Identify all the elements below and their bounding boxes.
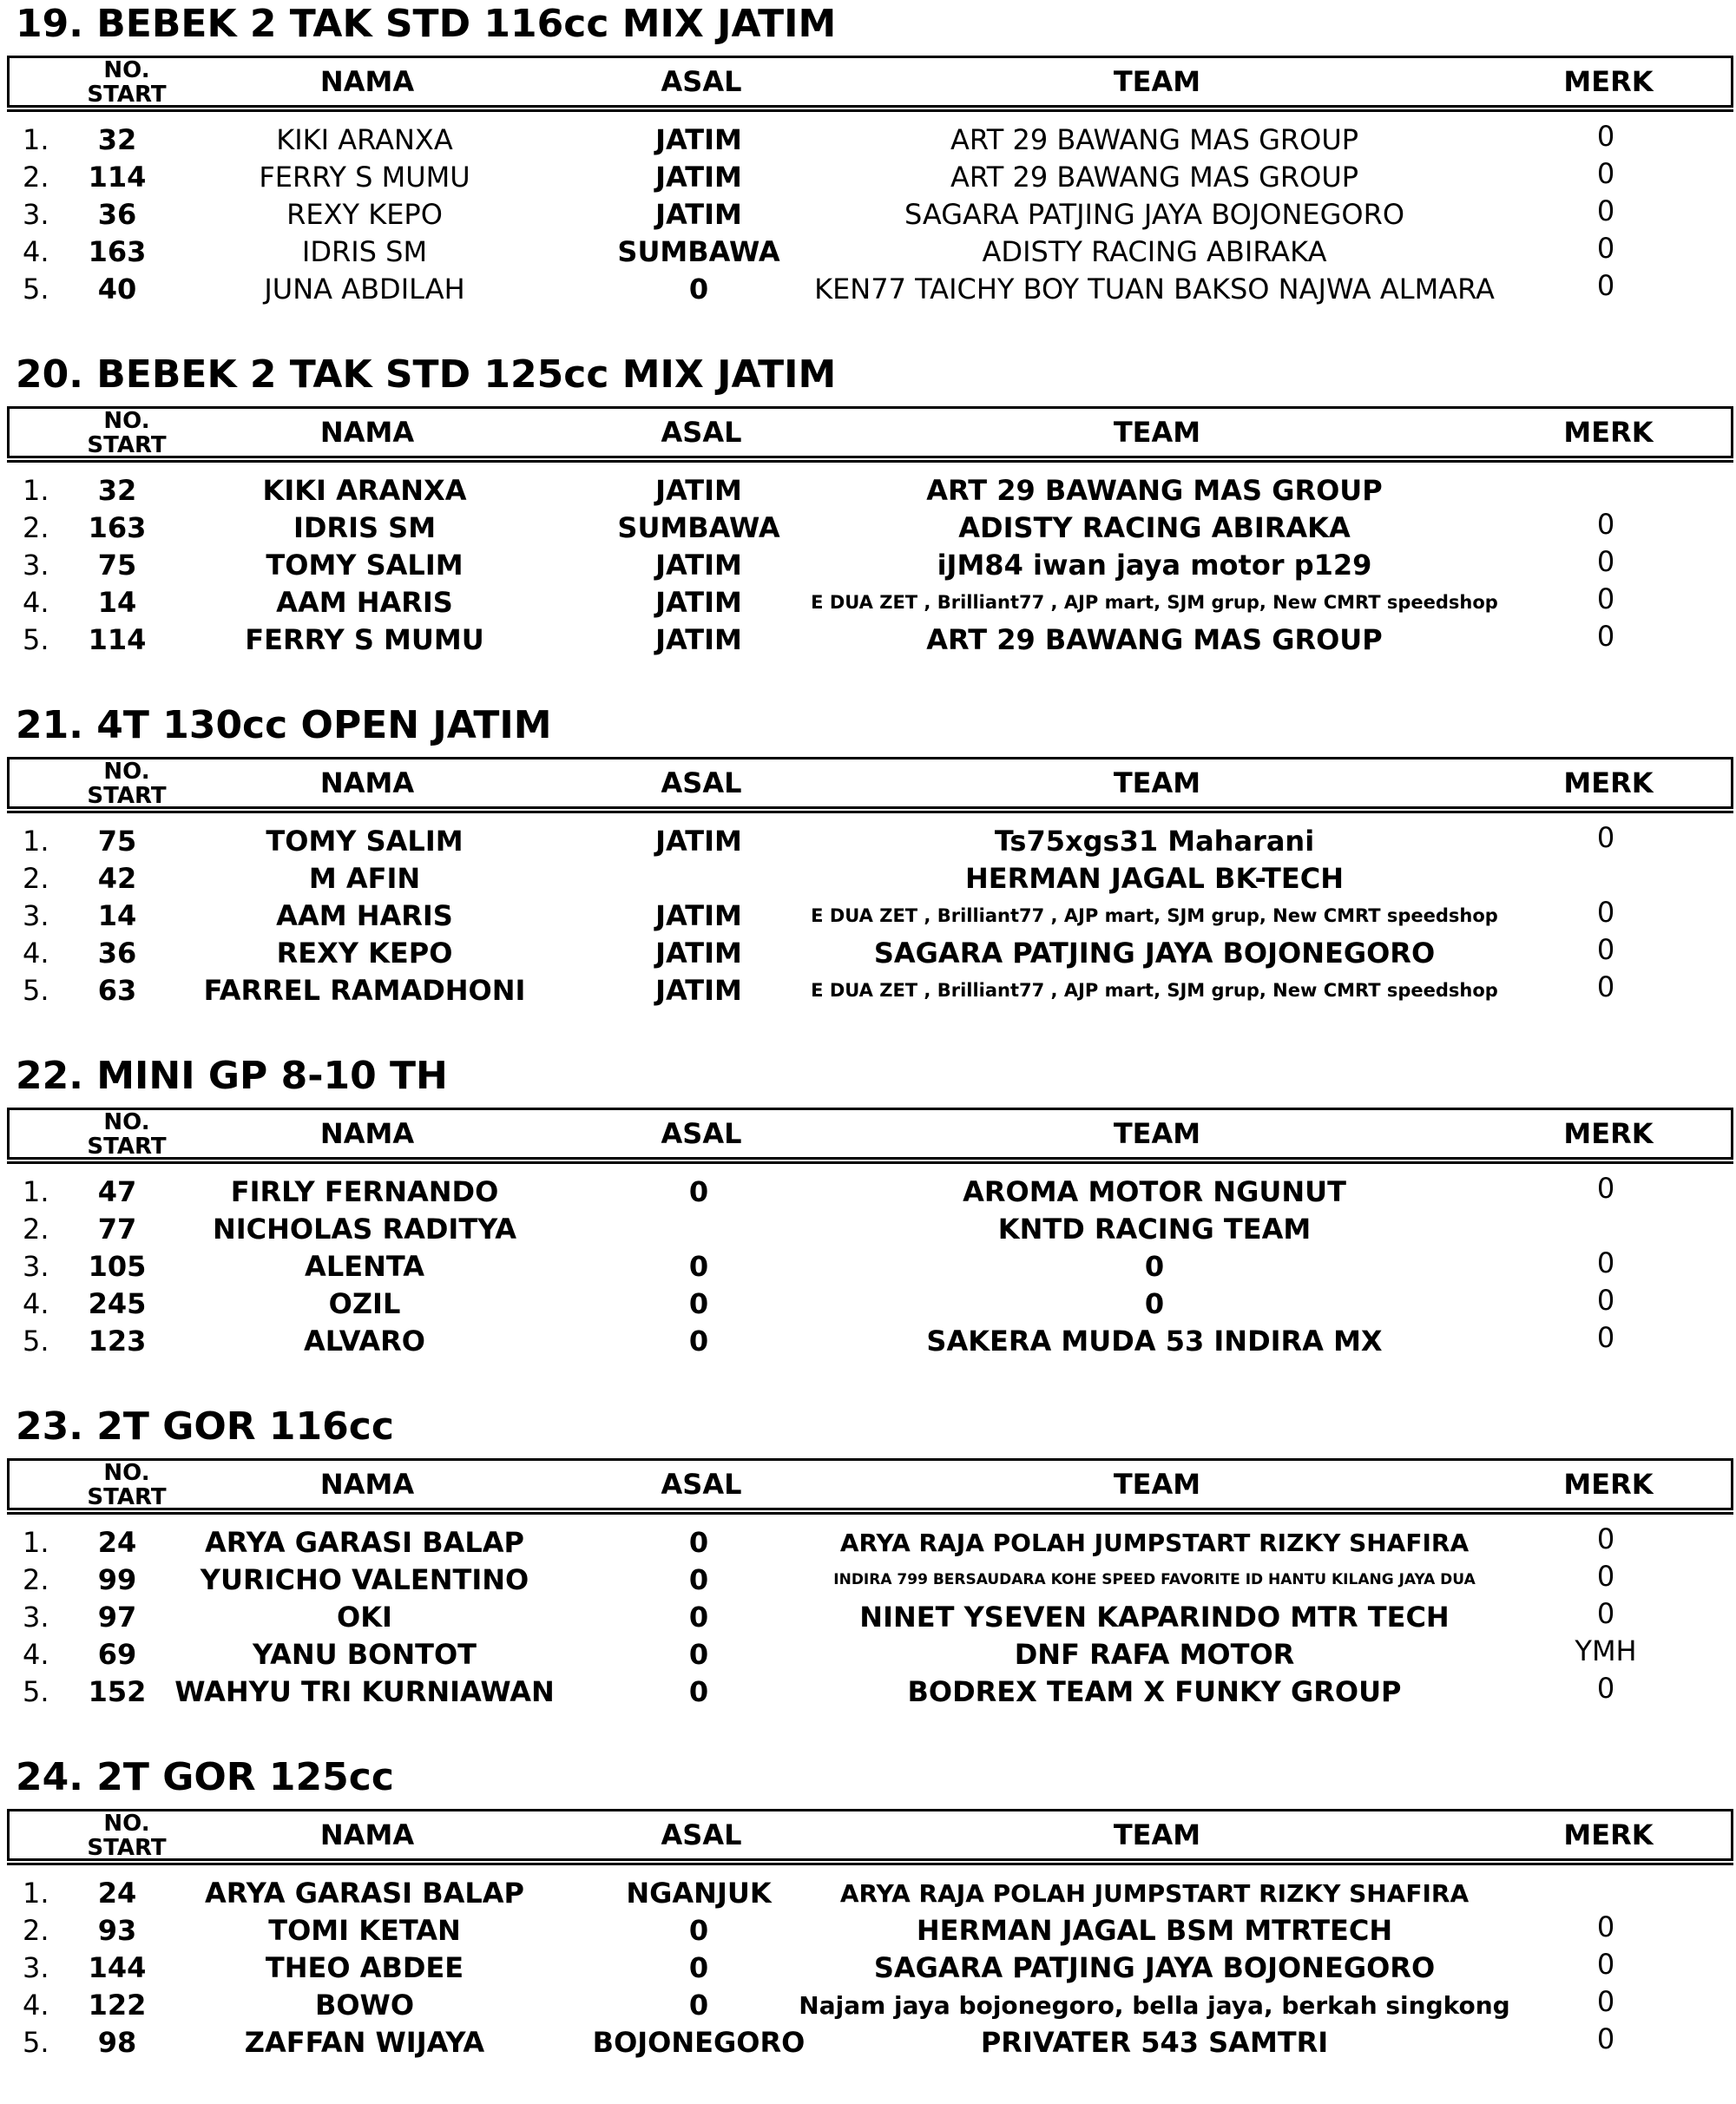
- row-start-number: 36: [97, 198, 137, 231]
- row-nama: ARYA GARASI BALAP: [205, 1877, 524, 1910]
- row-position: 2.: [23, 1213, 49, 1246]
- table-row: [0, 1987, 1736, 2024]
- table-header: [7, 406, 1733, 458]
- row-team: NINET YSEVEN KAPARINDO MTR TECH: [859, 1601, 1450, 1634]
- row-nama: AAM HARIS: [276, 899, 453, 932]
- entries-list: [0, 1875, 1736, 2061]
- row-merk: 0: [1596, 120, 1615, 153]
- row-nama: FIRLY FERNANDO: [230, 1175, 499, 1208]
- row-position: 2.: [23, 1914, 49, 1947]
- row-merk: 0: [1596, 545, 1615, 578]
- row-team: AROMA MOTOR NGUNUT: [963, 1175, 1346, 1208]
- row-asal: 0: [688, 1287, 709, 1320]
- row-team: ART 29 BAWANG MAS GROUP: [950, 161, 1359, 194]
- table-row: [0, 823, 1736, 860]
- row-start-number: 122: [88, 1989, 147, 2022]
- race-section: [0, 0, 1736, 351]
- row-merk: 0: [1596, 1910, 1615, 1943]
- table-row: [0, 897, 1736, 935]
- row-nama: WAHYU TRI KURNIAWAN: [174, 1675, 555, 1708]
- row-nama: REXY KEPO: [286, 198, 443, 231]
- header-asal: ASAL: [661, 1818, 742, 1851]
- row-asal: JATIM: [655, 899, 742, 932]
- row-merk: YMH: [1575, 1634, 1637, 1667]
- header-merk: MERK: [1563, 1468, 1654, 1501]
- row-merk: [1528, 1207, 1684, 1245]
- row-position: 3.: [23, 899, 49, 932]
- header-no-start: NO. START: [87, 1460, 167, 1510]
- row-team: 0: [1144, 1250, 1165, 1283]
- row-position: 5.: [23, 1675, 49, 1708]
- row-start-number: 93: [97, 1914, 137, 1947]
- row-nama: JUNA ABDILAH: [264, 273, 465, 306]
- row-start-number: 14: [97, 899, 137, 932]
- header-asal: ASAL: [661, 766, 742, 799]
- row-start-number: 152: [88, 1675, 147, 1708]
- row-asal: 0: [688, 1563, 709, 1596]
- row-asal: JATIM: [655, 161, 742, 194]
- row-nama: IDRIS SM: [301, 235, 428, 268]
- row-asal: JATIM: [655, 937, 742, 970]
- row-start-number: 77: [97, 1213, 137, 1246]
- race-section: [0, 1052, 1736, 1403]
- row-start-number: 24: [97, 1877, 137, 1910]
- header-merk: MERK: [1563, 1117, 1654, 1150]
- row-position: 5.: [23, 1325, 49, 1358]
- table-row: [0, 1599, 1736, 1636]
- row-team: BODREX TEAM X FUNKY GROUP: [907, 1675, 1402, 1708]
- row-start-number: 42: [97, 862, 137, 895]
- section-title: 19. BEBEK 2 TAK STD 116cc MIX JATIM: [16, 2, 837, 46]
- header-asal: ASAL: [661, 65, 742, 98]
- row-start-number: 114: [88, 623, 147, 656]
- table-row: [0, 1875, 1736, 1912]
- table-row: [0, 1949, 1736, 1987]
- table-header: [7, 1108, 1733, 1160]
- table-row: [0, 1673, 1736, 1711]
- entries-list: [0, 823, 1736, 1009]
- row-start-number: 63: [97, 974, 137, 1007]
- row-team: HERMAN JAGAL BSM MTRTECH: [916, 1914, 1393, 1947]
- table-row: [0, 860, 1736, 897]
- row-asal: 0: [688, 1989, 709, 2022]
- row-asal: JATIM: [655, 586, 742, 619]
- header-team: TEAM: [1113, 65, 1201, 98]
- row-start-number: 114: [88, 161, 147, 194]
- row-merk: 0: [1596, 896, 1615, 929]
- row-start-number: 75: [97, 825, 137, 858]
- row-team: SAKERA MUDA 53 INDIRA MX: [926, 1325, 1383, 1358]
- row-position: 5.: [23, 2026, 49, 2059]
- section-title: 22. MINI GP 8-10 TH: [16, 1054, 448, 1098]
- row-team: HERMAN JAGAL BK-TECH: [965, 862, 1344, 895]
- row-team: E DUA ZET , Brilliant77 , AJP mart, SJM grup, New CMRT speedshop: [811, 980, 1498, 1001]
- row-merk: 0: [1596, 1522, 1615, 1555]
- row-team: E DUA ZET , Brilliant77 , AJP mart, SJM grup, New CMRT speedshop: [811, 592, 1498, 613]
- section-title: 21. 4T 130cc OPEN JATIM: [16, 703, 552, 747]
- table-row: [0, 1211, 1736, 1248]
- row-merk: 0: [1596, 1172, 1615, 1205]
- row-nama: M AFIN: [308, 862, 421, 895]
- row-position: 1.: [23, 1526, 49, 1559]
- row-asal: SUMBAWA: [617, 235, 780, 268]
- header-underline: [7, 1512, 1733, 1515]
- row-team: ART 29 BAWANG MAS GROUP: [926, 474, 1383, 507]
- row-position: 3.: [23, 198, 49, 231]
- row-team: ART 29 BAWANG MAS GROUP: [926, 623, 1383, 656]
- row-position: 3.: [23, 1951, 49, 1984]
- row-asal: 0: [688, 1175, 709, 1208]
- row-team: PRIVATER 543 SAMTRI: [980, 2026, 1329, 2059]
- row-team: Ts75xgs31 Maharani: [994, 825, 1315, 858]
- row-position: 2.: [23, 1563, 49, 1596]
- row-nama: ALENTA: [305, 1250, 424, 1283]
- row-merk: 0: [1596, 1672, 1615, 1705]
- row-asal: JATIM: [655, 623, 742, 656]
- row-team: KEN77 TAICHY BOY TUAN BAKSO NAJWA ALMARA: [814, 273, 1495, 306]
- row-start-number: 245: [88, 1287, 147, 1320]
- row-position: 2.: [23, 511, 49, 544]
- row-asal: 0: [688, 1675, 709, 1708]
- row-asal: JATIM: [655, 549, 742, 582]
- row-nama: ALVARO: [304, 1325, 425, 1358]
- header-team: TEAM: [1113, 416, 1201, 449]
- header-underline: [7, 1863, 1733, 1865]
- row-start-number: 163: [88, 511, 147, 544]
- row-start-number: 24: [97, 1526, 137, 1559]
- row-position: 3.: [23, 1250, 49, 1283]
- table-header: [7, 757, 1733, 809]
- table-row: [0, 1562, 1736, 1599]
- row-start-number: 32: [97, 123, 137, 156]
- table-row: [0, 621, 1736, 659]
- row-start-number: 105: [88, 1250, 147, 1283]
- row-position: 1.: [23, 123, 49, 156]
- row-position: 4.: [23, 586, 49, 619]
- table-row: [0, 233, 1736, 271]
- header-merk: MERK: [1563, 766, 1654, 799]
- table-row: [0, 2024, 1736, 2061]
- header-team: TEAM: [1113, 1117, 1201, 1150]
- row-nama: FERRY S MUMU: [259, 161, 470, 194]
- row-nama: IDRIS SM: [293, 511, 437, 544]
- table-row: [0, 196, 1736, 233]
- row-team: E DUA ZET , Brilliant77 , AJP mart, SJM grup, New CMRT speedshop: [811, 905, 1498, 926]
- row-start-number: 144: [88, 1951, 147, 1984]
- row-start-number: 163: [88, 235, 147, 268]
- row-nama: KIKI ARANXA: [262, 474, 467, 507]
- row-position: 2.: [23, 862, 49, 895]
- row-team: ART 29 BAWANG MAS GROUP: [950, 123, 1359, 156]
- header-team: TEAM: [1113, 1468, 1201, 1501]
- row-merk: 0: [1596, 1284, 1615, 1317]
- row-asal: 0: [688, 1250, 709, 1283]
- row-merk: 0: [1596, 1597, 1615, 1630]
- row-merk: 0: [1596, 1246, 1615, 1279]
- row-nama: TOMY SALIM: [266, 549, 464, 582]
- row-team: iJM84 iwan jaya motor p129: [937, 549, 1372, 582]
- row-position: 3.: [23, 1601, 49, 1634]
- row-nama: FARREL RAMADHONI: [203, 974, 526, 1007]
- row-start-number: 14: [97, 586, 137, 619]
- header-nama: NAMA: [319, 1468, 415, 1501]
- row-team: SAGARA PATJING JAYA BOJONEGORO: [873, 1951, 1436, 1984]
- row-merk: 0: [1596, 620, 1615, 653]
- row-asal: BOJONEGORO: [592, 2026, 806, 2059]
- table-row: [0, 1248, 1736, 1285]
- row-asal: 0: [688, 1601, 709, 1634]
- row-nama: OZIL: [328, 1287, 401, 1320]
- header-nama: NAMA: [319, 416, 415, 449]
- row-position: 1.: [23, 474, 49, 507]
- header-no-start: NO. START: [87, 1811, 167, 1861]
- row-start-number: 47: [97, 1175, 137, 1208]
- header-merk: MERK: [1563, 65, 1654, 98]
- row-nama: NICHOLAS RADITYA: [212, 1213, 517, 1246]
- row-nama: BOWO: [314, 1989, 415, 2022]
- table-row: [0, 547, 1736, 584]
- row-start-number: 75: [97, 549, 137, 582]
- header-no-start: NO. START: [87, 57, 167, 108]
- header-underline: [7, 109, 1733, 112]
- table-row: [0, 584, 1736, 621]
- row-position: 5.: [23, 273, 49, 306]
- header-asal: ASAL: [661, 1468, 742, 1501]
- row-position: 1.: [23, 825, 49, 858]
- section-title: 20. BEBEK 2 TAK STD 125cc MIX JATIM: [16, 352, 837, 397]
- row-start-number: 123: [88, 1325, 147, 1358]
- row-position: 4.: [23, 1287, 49, 1320]
- row-asal: 0: [688, 1914, 709, 1947]
- table-row: [0, 510, 1736, 547]
- row-nama: YURICHO VALENTINO: [200, 1563, 529, 1596]
- row-merk: 0: [1596, 582, 1615, 615]
- row-asal: SUMBAWA: [617, 511, 780, 544]
- row-asal: JATIM: [655, 825, 742, 858]
- entries-list: [0, 472, 1736, 659]
- race-section: [0, 1403, 1736, 1753]
- table-row: [0, 1912, 1736, 1949]
- row-nama: YANU BONTOT: [252, 1638, 477, 1671]
- race-section: [0, 1753, 1736, 2104]
- row-team: Najam jaya bojonegoro, bella jaya, berkah singkong: [799, 1991, 1510, 2020]
- row-position: 1.: [23, 1175, 49, 1208]
- header-nama: NAMA: [319, 1818, 415, 1851]
- table-row: [0, 972, 1736, 1009]
- section-title: 24. 2T GOR 125cc: [16, 1755, 394, 1799]
- row-merk: 0: [1596, 232, 1615, 265]
- header-merk: MERK: [1563, 1818, 1654, 1851]
- row-position: 1.: [23, 1877, 49, 1910]
- table-header: [7, 1458, 1733, 1510]
- row-nama: ARYA GARASI BALAP: [205, 1526, 524, 1559]
- table-row: [0, 1524, 1736, 1562]
- row-merk: 0: [1596, 1985, 1615, 2018]
- row-team: ARYA RAJA POLAH JUMPSTART RIZKY SHAFIRA: [839, 1879, 1470, 1908]
- row-team: DNF RAFA MOTOR: [1014, 1638, 1295, 1671]
- header-underline: [7, 1161, 1733, 1164]
- table-row: [0, 1323, 1736, 1360]
- header-no-start: NO. START: [87, 408, 167, 458]
- row-start-number: 40: [97, 273, 137, 306]
- table-row: [0, 935, 1736, 972]
- row-team: SAGARA PATJING JAYA BOJONEGORO: [904, 198, 1405, 231]
- row-position: 4.: [23, 937, 49, 970]
- table-row: [0, 159, 1736, 196]
- row-position: 5.: [23, 974, 49, 1007]
- row-start-number: 69: [97, 1638, 137, 1671]
- row-asal: JATIM: [655, 974, 742, 1007]
- row-start-number: 36: [97, 937, 137, 970]
- row-nama: AAM HARIS: [276, 586, 453, 619]
- row-merk: 0: [1596, 933, 1615, 966]
- row-nama: KIKI ARANXA: [276, 123, 453, 156]
- row-asal: 0: [688, 1325, 709, 1358]
- row-merk: [1528, 857, 1684, 894]
- row-merk: 0: [1596, 157, 1615, 190]
- row-position: 3.: [23, 549, 49, 582]
- header-no-start: NO. START: [87, 1109, 167, 1160]
- table-row: [0, 122, 1736, 159]
- table-row: [0, 1174, 1736, 1211]
- row-start-number: 97: [97, 1601, 137, 1634]
- row-team: 0: [1144, 1287, 1165, 1320]
- entries-list: [0, 122, 1736, 308]
- row-nama: TOMI KETAN: [268, 1914, 461, 1947]
- row-asal: 0: [688, 1526, 709, 1559]
- entries-list: [0, 1524, 1736, 1711]
- row-asal: NGANJUK: [626, 1877, 772, 1910]
- entries-list: [0, 1174, 1736, 1360]
- row-merk: 0: [1596, 1560, 1615, 1593]
- row-merk: 0: [1596, 2022, 1615, 2055]
- row-team: SAGARA PATJING JAYA BOJONEGORO: [873, 937, 1436, 970]
- row-merk: 0: [1596, 269, 1615, 302]
- row-start-number: 99: [97, 1563, 137, 1596]
- row-team: INDIRA 799 BERSAUDARA KOHE SPEED FAVORITE ID HANTU KILANG JAYA DUA: [833, 1571, 1476, 1588]
- header-team: TEAM: [1113, 766, 1201, 799]
- row-position: 4.: [23, 1989, 49, 2022]
- row-asal: JATIM: [655, 474, 742, 507]
- table-row: [0, 472, 1736, 510]
- row-team: ARYA RAJA POLAH JUMPSTART RIZKY SHAFIRA: [839, 1529, 1470, 1557]
- race-section: [0, 701, 1736, 1052]
- row-team: ADISTY RACING ABIRAKA: [958, 511, 1351, 544]
- section-title: 23. 2T GOR 116cc: [16, 1404, 394, 1449]
- row-merk: 0: [1596, 194, 1615, 227]
- row-asal: 0: [688, 1951, 709, 1984]
- row-team: KNTD RACING TEAM: [997, 1213, 1312, 1246]
- row-merk: 0: [1596, 970, 1615, 1003]
- header-nama: NAMA: [319, 65, 415, 98]
- row-merk: 0: [1596, 821, 1615, 854]
- header-team: TEAM: [1113, 1818, 1201, 1851]
- row-start-number: 32: [97, 474, 137, 507]
- header-underline: [7, 460, 1733, 463]
- race-section: [0, 351, 1736, 701]
- header-asal: ASAL: [661, 1117, 742, 1150]
- row-team: ADISTY RACING ABIRAKA: [982, 235, 1327, 268]
- header-nama: NAMA: [319, 1117, 415, 1150]
- row-merk: 0: [1596, 1321, 1615, 1354]
- row-asal: JATIM: [655, 198, 742, 231]
- table-header: [7, 1809, 1733, 1861]
- row-nama: OKI: [337, 1601, 392, 1634]
- header-asal: ASAL: [661, 416, 742, 449]
- row-merk: [1528, 469, 1684, 506]
- row-merk: 0: [1596, 1948, 1615, 1981]
- table-row: [0, 1285, 1736, 1323]
- row-start-number: 98: [97, 2026, 137, 2059]
- row-asal: 0: [688, 1638, 709, 1671]
- header-underline: [7, 811, 1733, 813]
- row-nama: ZAFFAN WIJAYA: [244, 2026, 485, 2059]
- row-asal: JATIM: [655, 123, 742, 156]
- row-nama: REXY KEPO: [276, 937, 453, 970]
- row-nama: FERRY S MUMU: [245, 623, 484, 656]
- row-nama: TOMY SALIM: [266, 825, 464, 858]
- row-merk: [1528, 1871, 1684, 1909]
- table-row: [0, 1636, 1736, 1673]
- row-position: 4.: [23, 1638, 49, 1671]
- header-nama: NAMA: [319, 766, 415, 799]
- row-asal: 0: [688, 273, 709, 306]
- header-no-start: NO. START: [87, 759, 167, 809]
- row-position: 4.: [23, 235, 49, 268]
- row-nama: THEO ABDEE: [265, 1951, 464, 1984]
- table-header: [7, 56, 1733, 108]
- row-position: 2.: [23, 161, 49, 194]
- row-position: 5.: [23, 623, 49, 656]
- table-row: [0, 271, 1736, 308]
- header-merk: MERK: [1563, 416, 1654, 449]
- row-merk: 0: [1596, 508, 1615, 541]
